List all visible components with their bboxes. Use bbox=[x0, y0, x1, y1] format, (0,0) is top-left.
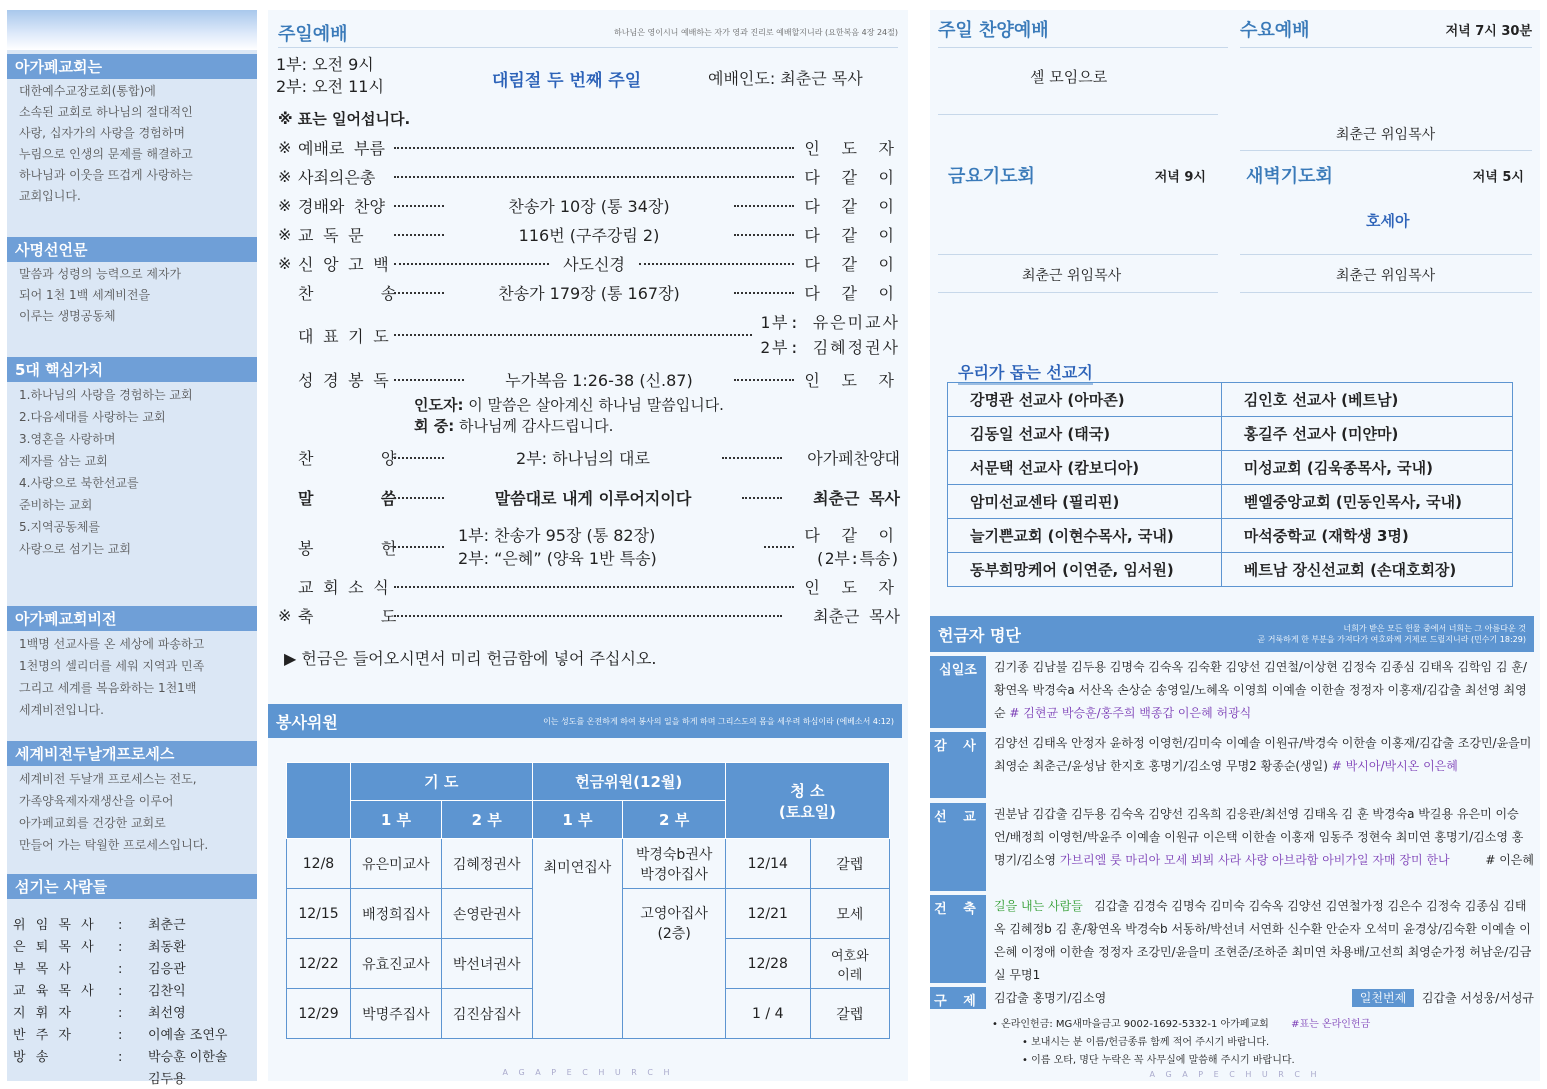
worship-column bbox=[268, 10, 908, 1081]
missions-title: 우리가 돕는 선교지 bbox=[958, 360, 1093, 385]
col-header: 2 부 bbox=[623, 801, 726, 839]
wed-header: 수요예배 저녁 7시 30분 bbox=[1240, 16, 1532, 48]
service-time-2: 2부: 오전 11시 bbox=[276, 77, 384, 96]
footer-mark: A G A P E C H U R C H bbox=[502, 1068, 674, 1077]
table-row: 암미선교센타 (필리핀) 벧엘중앙교회 (민동인목사, 국내) bbox=[948, 485, 1513, 519]
relief-row: 구 제 김갑출 홍명기/김소영 일천번제 김갑출 서성웅/서성규 bbox=[930, 986, 1534, 1010]
service-time-1: 1부: 오전 9시 bbox=[276, 55, 374, 74]
order-row-sermon: 말 씀 말씀대로 내게 이루어지이다 최춘근 목사 bbox=[298, 489, 900, 508]
prayer-header: 기 도 bbox=[351, 763, 533, 801]
service-times bbox=[276, 54, 384, 98]
dawn-leader: 최춘근 위임목사 bbox=[1336, 268, 1436, 284]
staff-row: 교 육 목 사 : 김찬익 bbox=[13, 984, 186, 999]
order-row-prayer: 대 표 기 도 1부: 유은미교사 2부: 김혜정권사 bbox=[298, 313, 900, 357]
ilcheon-label: 일천번제 bbox=[1352, 989, 1414, 1007]
order-row-choir: 찬 양 2부: 하나님의 대로 아가페찬양대 bbox=[298, 449, 900, 468]
order-row: ※ 사죄의은총 다 같 이 bbox=[278, 167, 900, 187]
order-row: ※ 예배로 부름 인 도 자 bbox=[278, 138, 900, 158]
table-row: 늘기쁜교회 (이현수목사, 국내) 마석중학교 (재학생 3명) bbox=[948, 519, 1513, 553]
table-row: 동부희망케어 (이연준, 임서원) 베트남 장신선교회 (손대호회장) bbox=[948, 553, 1513, 587]
table-row: 김동일 선교사 (태국) 홍길주 선교사 (미얀마) bbox=[948, 417, 1513, 451]
mission-offering-row: 선 교 권분남 김갑출 김두용 김숙옥 김양선 김옥희 김응관/최선영 김태옥 김 훈 박경숙a 박길용 유은미 이승언/배정희 이영헌/박윤주 이예솔 이원규 이은택 이한솔 이홍재 임동주 정현숙 최미연 홍명기/김소영 홍명기/김소영 가브리엘 룻 마리아 모세 뵈뵈 사라 사랑 아브라함 아비가일 자매 장미 한나 # 이은혜 bbox=[930, 803, 1534, 891]
table-row: 12/22 유효진교사 박선녀권사 12/28 여호와 이레 bbox=[287, 939, 890, 989]
sky-banner bbox=[7, 10, 257, 50]
process-text: 세계비전 두날개 프로세스는 전도, 가족양육제자재생산을 이루어 아가페교회를 건강한 교회로 만들어 가는 탁월한 프로세스입니다. bbox=[19, 772, 209, 852]
friday-header: 금요기도회 저녁 9시 bbox=[948, 166, 1206, 187]
order-row-reading: 성 경 봉 독 누가복음 1:26-38 (신.87) 인 도 자 bbox=[298, 371, 900, 390]
worship-title: 주일예배 bbox=[278, 23, 348, 45]
service-verse: 이는 성도를 온전하게 하여 봉사의 일을 하게 하며 그리스도의 몸을 세우려 하심이라 (에베소서 4:12) bbox=[543, 716, 894, 726]
right-column bbox=[930, 10, 1540, 1081]
col-header: 1 부 bbox=[532, 801, 623, 839]
vision-heading: 아가페교회비전 bbox=[7, 606, 257, 631]
service-banner bbox=[268, 704, 902, 738]
cleaning-header: 청 소 (토요일) bbox=[725, 763, 889, 839]
offering-note: ▶ 헌금은 들어오시면서 미리 헌금함에 넣어 주십시오. bbox=[284, 649, 657, 668]
stand-note: ※ 표는 일어섭니다. bbox=[278, 110, 411, 128]
missions-table bbox=[947, 382, 1513, 587]
service-title: 봉사위원 bbox=[276, 712, 338, 732]
worship-verse: 하나님은 영이시니 예배하는 자가 영과 진리로 예배할지니라 (요한복음 4장 24절) bbox=[614, 28, 898, 37]
values-heading: 5대 핵심가치 bbox=[7, 357, 257, 382]
staff-row: 방 송 : 박승훈 이한솔 김두용 bbox=[13, 1050, 228, 1087]
offering-header: 헌금위원(12월) bbox=[532, 763, 725, 801]
praise-text: 셀 모임으로 bbox=[1030, 68, 1108, 86]
order-row-offering: 봉 헌 1부: 찬송가 95장 (통 82장) 2부: “은혜” (양육 1반 특송) 다 같 이 (2부:특송) bbox=[298, 526, 900, 568]
wed-leader: 최춘근 위임목사 bbox=[1336, 127, 1436, 143]
donor-footnotes: • 온라인헌금: MG새마을금고 9002-1692-5332-1 아가페교회 #표는 온라인헌금 • 보내시는 분 이름/헌금종류 함께 적어 주시기 바랍니다. • 이름 오타, 명단 누락은 꼭 사무실에 말씀해 주시기 바랍니다. bbox=[992, 1019, 1371, 1066]
staff-row: 반 주 자 : 이예솔 조연우 bbox=[13, 1028, 228, 1043]
left-sidebar bbox=[7, 10, 257, 1087]
mission-text: 말씀과 성령의 능력으로 제자가 되어 1천 1백 세계비전을 이루는 생명공동체 bbox=[19, 267, 182, 323]
worship-leader: 예배인도: 최춘근 목사 bbox=[708, 69, 863, 88]
table-row: 12/8 유은미교사 김혜정권사 최미연집사 박경숙b권사 박경아집사 12/14 갈렙 bbox=[287, 839, 890, 889]
intro-text: 대한예수교장로회(통합)에 소속된 교회로 하나님의 절대적인 사랑, 십자가의 사랑을 경험하며 누림으로 인생의 문제를 해결하고 하나님과 이웃을 뜨겁게 사랑하는 교회입니다. bbox=[19, 84, 193, 203]
process-heading: 세계비전두날개프로세스 bbox=[7, 741, 257, 766]
donor-title: 헌금자 명단 bbox=[938, 625, 1021, 645]
staff-row: 지 휘 자 : 최선영 bbox=[13, 1006, 186, 1021]
staff-row: 은 퇴 목 사 : 최동환 bbox=[13, 940, 186, 955]
vision-text: 1백명 선교사를 온 세상에 파송하고 1천명의 셀리더를 세워 지역과 민족 그리고 세계를 복음화하는 1천1백 세계비전입니다. bbox=[19, 637, 205, 717]
staff-heading: 섬기는 사람들 bbox=[7, 874, 257, 899]
table-row: 12/29 박명주집사 김진삼집사 1 / 4 갈렙 bbox=[287, 989, 890, 1039]
staff-list bbox=[7, 915, 257, 1089]
duty-table bbox=[286, 762, 890, 1039]
donor-banner: 헌금자 명단 너희가 받은 모든 헌물 중에서 너희는 그 아름다운 것 곧 거룩하게 한 부분을 가져다가 여호와께 거제로 드릴지니라 (민수기 18:29) bbox=[930, 616, 1534, 652]
duty-corner bbox=[287, 763, 351, 839]
order-row-news: 교 회 소 식 인 도 자 bbox=[298, 578, 900, 597]
response-block: 인도자: 이 말씀은 살아계신 하나님 말씀입니다. 회 중: 하나님께 감사드립니다. bbox=[414, 396, 724, 435]
col-header: 1 부 bbox=[351, 801, 442, 839]
order-row: ※ 교 독 문 116번 (구주강림 2) 다 같 이 bbox=[278, 225, 900, 245]
order-row-blessing: ※ 축 도 최춘근 목사 bbox=[278, 606, 900, 626]
thanks-row: 감 사 김양선 김태옥 안정자 윤하정 이영헌/김미숙 이예솔 이원규/박경숙 이한솔 이홍재/김갑출 조강민/윤을미 최영순 최춘근/윤성남 한지호 홍명기/김소영 무명2 황종순(생일) # 박시아/박시온 이은혜 bbox=[930, 732, 1534, 798]
order-row: ※ 신 앙 고 백 사도신경 다 같 이 bbox=[278, 254, 901, 274]
worship-header bbox=[278, 18, 898, 48]
order-row: 찬 송 찬송가 179장 (통 167장) 다 같 이 bbox=[298, 284, 900, 303]
staff-row: 위 임 목 사 : 최춘근 bbox=[13, 918, 186, 933]
building-row: 건 축 길을 내는 사람들 김갑출 김경숙 김명숙 김미숙 김숙옥 김양선 김연철가정 김은수 김정숙 김종심 김태옥 김혜정b 김 훈/황연옥 박경숙b 서동하/박선녀 서연화 신수환 안순자 오석미 윤경상/김숙환 이예솔 이은혜 이정애 이한솔 정정자 조강민/윤을미 조현준/조하준 최미연 차용배/고선희 최영순가정 허남운/김금실 무명1 bbox=[930, 895, 1534, 983]
table-row: 강명관 선교사 (아마존) 김인호 선교사 (베트남) bbox=[948, 383, 1513, 417]
friday-leader: 최춘근 위임목사 bbox=[1022, 268, 1122, 284]
col-header: 2 부 bbox=[441, 801, 532, 839]
tithe-row: 십일조 김기종 김남불 김두용 김명숙 김숙옥 김숙환 김양선 김연철/이상현 김정숙 김종심 김태옥 김학임 김 훈/황연옥 박경숙a 서산옥 손상순 송영일/노혜옥 이영희 이예솔 이한솔 정정자 이홍재/김갑출 최선영 최영순 # 김현균 박승훈/홍주희 백종갑 이은혜 허광식 bbox=[930, 656, 1534, 728]
dawn-header: 새벽기도회 저녁 5시 bbox=[1246, 166, 1524, 187]
intro-heading: 아가페교회는 bbox=[7, 54, 257, 79]
table-row: 서문택 선교사 (캄보디아) 미성교회 (김욱종목사, 국내) bbox=[948, 451, 1513, 485]
dawn-book: 호세아 bbox=[1366, 212, 1410, 230]
table-row: 12/15 배정희집사 손영란권사 고영아집사 (2층) 12/21 모세 bbox=[287, 889, 890, 939]
mission-heading: 사명선언문 bbox=[7, 237, 257, 262]
footer-mark: A G A P E C H U R C H bbox=[1149, 1070, 1321, 1079]
values-text: 1.하나님의 사랑을 경험하는 교회 2.다음세대를 사랑하는 교회 3.영혼을 사랑하며 제자를 삼는 교회 4.사랑으로 북한선교를 준비하는 교회 5.지역공동체를 사랑으로 섬기는 교회 bbox=[19, 388, 193, 556]
staff-row: 부 목 사 : 김응관 bbox=[13, 962, 186, 977]
praise-header: 주일 찬양예배 bbox=[938, 16, 1228, 48]
order-row: ※ 경배와 찬양 찬송가 10장 (통 34장) 다 같 이 bbox=[278, 196, 900, 216]
sunday-subject: 대림절 두 번째 주일 bbox=[492, 71, 642, 91]
